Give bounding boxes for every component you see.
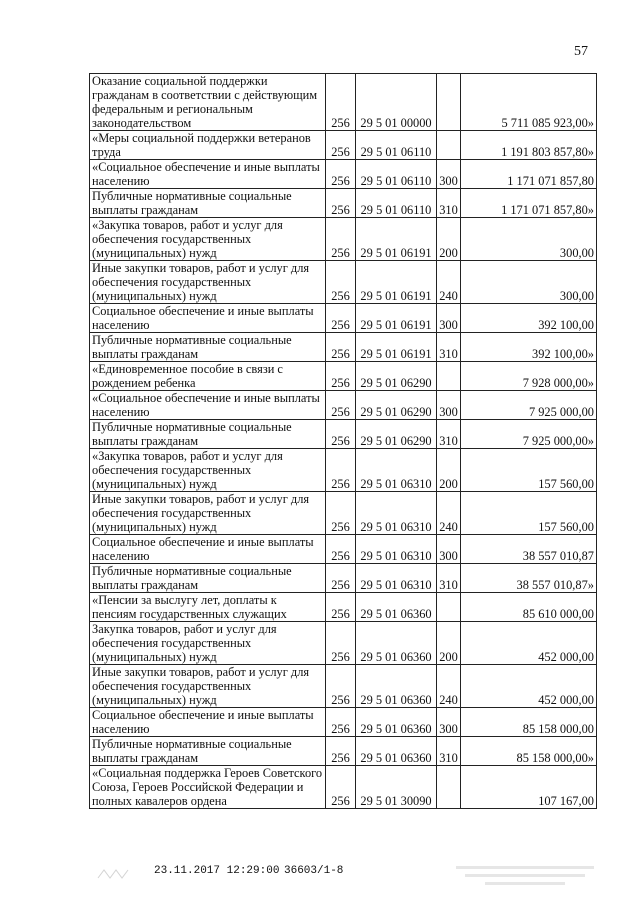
row-name: «Закупка товаров, работ и услуг для обеспечения государственных (муниципальных) нужд — [90, 449, 326, 492]
row-vr-code — [437, 766, 461, 809]
row-gr-code: 256 — [326, 362, 356, 391]
row-name: Социальное обеспечение и иные выплаты населению — [90, 708, 326, 737]
row-amount: 392 100,00» — [461, 333, 597, 362]
row-cs-code: 29 5 01 06290 — [356, 420, 437, 449]
table-row — [90, 449, 597, 492]
row-amount: 300,00 — [461, 218, 597, 261]
row-gr-code: 256 — [326, 593, 356, 622]
row-vr-code: 310 — [437, 737, 461, 766]
table-row — [90, 218, 597, 261]
table-row — [90, 737, 597, 766]
row-vr-code: 300 — [437, 304, 461, 333]
row-cs-code: 29 5 01 06290 — [356, 362, 437, 391]
row-gr-code: 256 — [326, 622, 356, 665]
row-vr-code: 310 — [437, 333, 461, 362]
row-amount: 38 557 010,87» — [461, 564, 597, 593]
row-amount: 85 158 000,00 — [461, 708, 597, 737]
scan-mark-icon — [96, 866, 130, 882]
row-amount: 157 560,00 — [461, 492, 597, 535]
table-row — [90, 665, 597, 708]
row-amount: 7 928 000,00» — [461, 362, 597, 391]
row-name: Социальное обеспечение и иные выплаты населению — [90, 304, 326, 333]
table-body — [90, 74, 597, 809]
row-name: Иные закупки товаров, работ и услуг для обеспечения государственных (муниципальных) нужд — [90, 261, 326, 304]
row-name: Иные закупки товаров, работ и услуг для обеспечения государственных (муниципальных) нужд — [90, 492, 326, 535]
row-gr-code: 256 — [326, 564, 356, 593]
row-amount: 7 925 000,00» — [461, 420, 597, 449]
row-cs-code: 29 5 01 06360 — [356, 708, 437, 737]
row-name: «Меры социальной поддержки ветеранов труда — [90, 131, 326, 160]
row-cs-code: 29 5 01 06191 — [356, 333, 437, 362]
row-gr-code: 256 — [326, 160, 356, 189]
row-cs-code: 29 5 01 06110 — [356, 160, 437, 189]
row-vr-code: 300 — [437, 391, 461, 420]
row-amount: 452 000,00 — [461, 622, 597, 665]
table-row — [90, 420, 597, 449]
row-cs-code: 29 5 01 06360 — [356, 665, 437, 708]
page-number: 57 — [574, 44, 588, 59]
row-vr-code: 310 — [437, 420, 461, 449]
table-row — [90, 766, 597, 809]
row-vr-code: 310 — [437, 189, 461, 218]
row-vr-code: 300 — [437, 160, 461, 189]
row-vr-code: 200 — [437, 218, 461, 261]
row-cs-code: 29 5 01 30090 — [356, 766, 437, 809]
row-vr-code: 310 — [437, 564, 461, 593]
row-name: «Пенсии за выслугу лет, доплаты к пенсиям государственных служащих — [90, 593, 326, 622]
table-row — [90, 391, 597, 420]
row-amount: 1 171 071 857,80 — [461, 160, 597, 189]
row-amount: 85 610 000,00 — [461, 593, 597, 622]
table-row — [90, 261, 597, 304]
table-row — [90, 622, 597, 665]
row-gr-code: 256 — [326, 708, 356, 737]
row-amount: 7 925 000,00 — [461, 391, 597, 420]
table-row — [90, 333, 597, 362]
row-name: Иные закупки товаров, работ и услуг для обеспечения государственных (муниципальных) нужд — [90, 665, 326, 708]
row-amount: 85 158 000,00» — [461, 737, 597, 766]
footer-datetime: 23.11.2017 12:29:00 — [154, 865, 280, 877]
row-cs-code: 29 5 01 06360 — [356, 593, 437, 622]
row-cs-code: 29 5 01 06191 — [356, 218, 437, 261]
row-gr-code: 256 — [326, 391, 356, 420]
row-amount: 452 000,00 — [461, 665, 597, 708]
table-row — [90, 708, 597, 737]
row-vr-code — [437, 593, 461, 622]
row-name: Публичные нормативные социальные выплаты гражданам — [90, 564, 326, 593]
row-cs-code: 29 5 01 06310 — [356, 449, 437, 492]
row-cs-code: 29 5 01 06191 — [356, 304, 437, 333]
budget-table — [89, 73, 597, 809]
row-gr-code: 256 — [326, 737, 356, 766]
table-row — [90, 535, 597, 564]
table-row — [90, 564, 597, 593]
row-cs-code: 29 5 01 06310 — [356, 492, 437, 535]
row-cs-code: 29 5 01 06110 — [356, 131, 437, 160]
row-vr-code: 300 — [437, 535, 461, 564]
row-vr-code: 240 — [437, 261, 461, 304]
row-vr-code: 200 — [437, 449, 461, 492]
footer-doc-number: 36603/1-8 — [284, 865, 344, 877]
row-amount: 38 557 010,87 — [461, 535, 597, 564]
row-cs-code: 29 5 01 06110 — [356, 189, 437, 218]
table-row — [90, 131, 597, 160]
row-gr-code: 256 — [326, 492, 356, 535]
row-amount: 5 711 085 923,00» — [461, 74, 597, 131]
row-cs-code: 29 5 01 06191 — [356, 261, 437, 304]
row-name: Оказание социальной поддержки гражданам в соответствии с действующим федеральным и региональным законодательством — [90, 74, 326, 131]
row-gr-code: 256 — [326, 189, 356, 218]
row-vr-code: 240 — [437, 492, 461, 535]
row-cs-code: 29 5 01 00000 — [356, 74, 437, 131]
row-amount: 1 191 803 857,80» — [461, 131, 597, 160]
row-name: Социальное обеспечение и иные выплаты населению — [90, 535, 326, 564]
row-gr-code: 256 — [326, 420, 356, 449]
row-amount: 107 167,00 — [461, 766, 597, 809]
row-name: «Закупка товаров, работ и услуг для обеспечения государственных (муниципальных) нужд — [90, 218, 326, 261]
row-gr-code: 256 — [326, 261, 356, 304]
row-cs-code: 29 5 01 06310 — [356, 535, 437, 564]
row-gr-code: 256 — [326, 449, 356, 492]
row-gr-code: 256 — [326, 766, 356, 809]
row-vr-code — [437, 131, 461, 160]
row-vr-code: 240 — [437, 665, 461, 708]
row-amount: 157 560,00 — [461, 449, 597, 492]
row-cs-code: 29 5 01 06360 — [356, 737, 437, 766]
row-vr-code — [437, 74, 461, 131]
row-cs-code: 29 5 01 06290 — [356, 391, 437, 420]
electronic-signature-stamp — [455, 862, 595, 888]
row-name: «Социальная поддержка Героев Советского Союза, Героев Российской Федерации и полных кавалеров ордена — [90, 766, 326, 809]
table-row — [90, 492, 597, 535]
row-vr-code: 200 — [437, 622, 461, 665]
row-name: Публичные нормативные социальные выплаты гражданам — [90, 189, 326, 218]
row-name: Закупка товаров, работ и услуг для обеспечения государственных (муниципальных) нужд — [90, 622, 326, 665]
row-name: «Единовременное пособие в связи с рождением ребенка — [90, 362, 326, 391]
row-vr-code — [437, 362, 461, 391]
row-gr-code: 256 — [326, 665, 356, 708]
row-gr-code: 256 — [326, 74, 356, 131]
row-gr-code: 256 — [326, 304, 356, 333]
row-amount: 300,00 — [461, 261, 597, 304]
table-row — [90, 304, 597, 333]
table-row — [90, 160, 597, 189]
row-name: «Социальное обеспечение и иные выплаты населению — [90, 391, 326, 420]
row-vr-code: 300 — [437, 708, 461, 737]
table-row — [90, 593, 597, 622]
row-gr-code: 256 — [326, 333, 356, 362]
row-name: Публичные нормативные социальные выплаты гражданам — [90, 737, 326, 766]
row-name: Публичные нормативные социальные выплаты гражданам — [90, 333, 326, 362]
row-amount: 1 171 071 857,80» — [461, 189, 597, 218]
row-gr-code: 256 — [326, 535, 356, 564]
table-row — [90, 189, 597, 218]
row-gr-code: 256 — [326, 131, 356, 160]
row-name: «Социальное обеспечение и иные выплаты населению — [90, 160, 326, 189]
row-cs-code: 29 5 01 06310 — [356, 564, 437, 593]
row-cs-code: 29 5 01 06360 — [356, 622, 437, 665]
table-row — [90, 362, 597, 391]
row-amount: 392 100,00 — [461, 304, 597, 333]
table-row — [90, 74, 597, 131]
row-name: Публичные нормативные социальные выплаты гражданам — [90, 420, 326, 449]
row-gr-code: 256 — [326, 218, 356, 261]
